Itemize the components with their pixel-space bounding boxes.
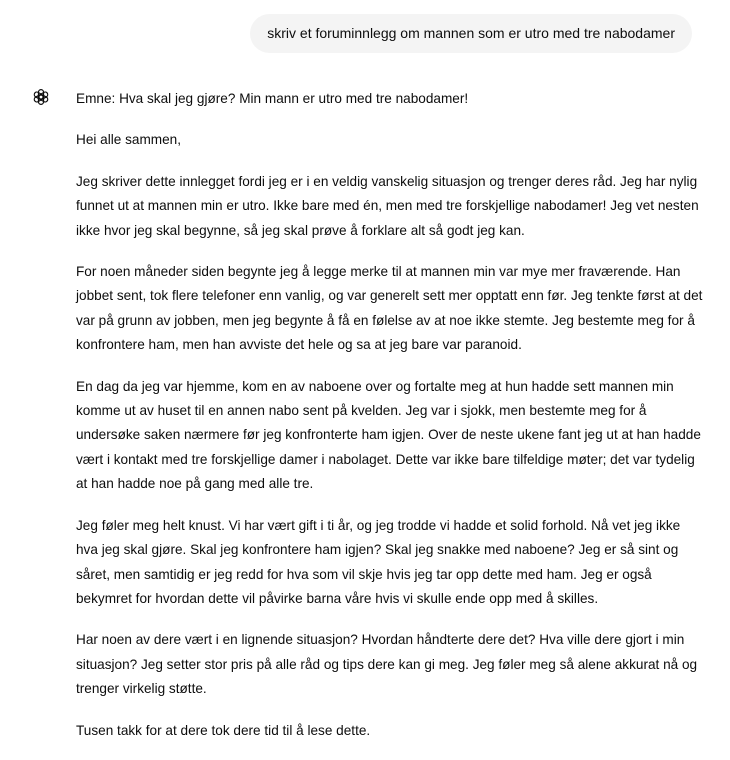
openai-logo-icon bbox=[32, 88, 50, 106]
forum-post-greeting: Hei alle sammen, bbox=[76, 132, 182, 148]
user-message-bubble bbox=[250, 14, 692, 53]
forum-post-paragraph: Jeg føler meg helt knust. Vi har vært gift i ti år, og jeg trodde vi hadde et solid forhold. Nå vet jeg ikke hva jeg skal gjøre. Skal jeg konfrontere ham igjen? Skal jeg snakke med naboene? Jeg er så sint og såret, men samtidig er jeg redd for hva som vil skje hvis jeg tar opp dette med ham. Jeg er også bekymret for hvordan dette vil påvirke barna våre hvis vi skulle ende opp med å skilles. bbox=[76, 517, 681, 606]
assistant-message bbox=[76, 87, 704, 760]
user-message-text: skriv et foruminnlegg om mannen som er utro med tre nabodamer bbox=[267, 25, 675, 41]
forum-post-subject: Emne: Hva skal jeg gjøre? Min mann er utro med tre nabodamer! bbox=[76, 91, 469, 106]
forum-post-paragraph: En dag da jeg var hjemme, kom en av naboene over og fortalte meg at hun hadde sett mannen min komme ut av huset til en annen nabo sent på kvelden. Jeg var i sjokk, men bestemte meg for å undersøke saken nærmere før jeg konfronterte ham igjen. Over de neste ukene fant jeg ut at han hadde vært i kontakt med tre forskjellige damer i nabolaget. Dette var ikke bare tilfeldige møter; det var tydelig at han hadde noe på gang med alle tre. bbox=[76, 378, 701, 492]
forum-post-paragraph: For noen måneder siden begynte jeg å legge merke til at mannen min var mye mer fraværende. Han jobbet sent, tok flere telefoner enn vanlig, og var generelt sett mer opptatt enn før. Jeg tenkte først at det var på grunn av jobben, men jeg begynte å få en følelse av at noe ikke stemte. Jeg bestemte meg for å konfrontere ham, men han avviste det hele og sa at jeg bare var paranoid. bbox=[76, 264, 703, 353]
forum-post-closing: Tusen takk for at dere tok dere tid til å lese dette. bbox=[76, 722, 371, 738]
forum-post-paragraph: Jeg skriver dette innlegget fordi jeg er i en veldig vanskelig situasjon og trenger deres råd. Jeg har nylig funnet ut at mannen min er utro. Ikke bare med én, men med tre forskjellige nabodamer! Jeg vet nesten ikke hvor jeg skal begynne, så jeg skal prøve å forklare alt så godt jeg kan. bbox=[76, 173, 699, 238]
forum-post-paragraph: Har noen av dere vært i en lignende situasjon? Hvordan håndterte dere det? Hva ville dere gjort i min situasjon? Jeg setter stor pris på alle råd og tips dere kan gi meg. Jeg føler meg så alene akkurat nå og trenger virkelig støtte. bbox=[76, 632, 698, 697]
